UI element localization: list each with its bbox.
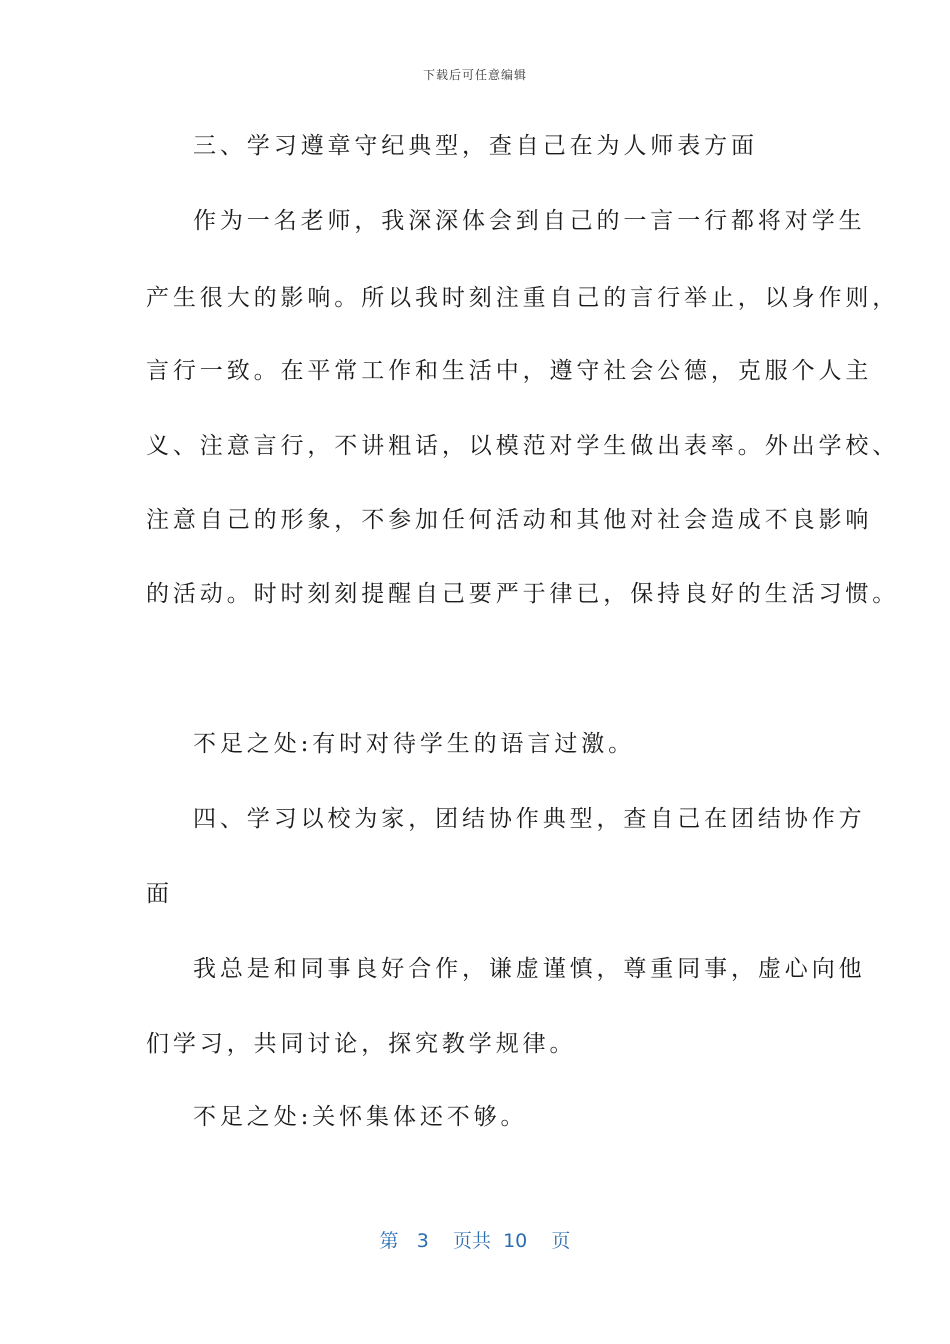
footer-suffix: 页 (551, 1230, 571, 1252)
total-pages-number: 10 (503, 1230, 528, 1252)
paragraph-line: 我总是和同事良好合作，谦虚谨慎，尊重同事，虚心向他 (193, 956, 866, 982)
shortcoming-line: 不足之处:有时对待学生的语言过激。 (193, 731, 636, 757)
paragraph-line: 作为一名老师，我深深体会到自己的一言一行都将对学生 (193, 208, 866, 234)
section-heading-4-continued: 面 (146, 881, 173, 907)
paragraph-line: 义、注意言行，不讲粗话，以模范对学生做出表率。外出学校、 (146, 433, 900, 459)
section-heading-3: 三、学习遵章守纪典型，查自己在为人师表方面 (193, 133, 758, 159)
paragraph-line: 的活动。时时刻刻提醒自己要严于律已，保持良好的生活习惯。 (146, 581, 900, 607)
paragraph-line: 们学习，共同讨论，探究教学规律。 (146, 1031, 577, 1057)
paragraph-line: 言行一致。在平常工作和生活中，遵守社会公德，克服个人主 (146, 358, 873, 384)
paragraph-line: 产生很大的影响。所以我时刻注重自己的言行举止，以身作则， (146, 285, 900, 311)
shortcoming-line: 不足之处:关怀集体还不够。 (193, 1104, 528, 1130)
page-number-footer (0, 1226, 950, 1253)
footer-prefix: 第 (379, 1230, 399, 1252)
section-heading-4: 四、学习以校为家，团结协作典型，查自己在团结协作方 (193, 806, 866, 832)
current-page-number: 3 (416, 1230, 429, 1252)
header-note: 下载后可任意编辑 (422, 68, 527, 82)
paragraph-line: 注意自己的形象，不参加任何活动和其他对社会造成不良影响 (146, 507, 873, 533)
footer-middle: 页共 (452, 1230, 491, 1252)
